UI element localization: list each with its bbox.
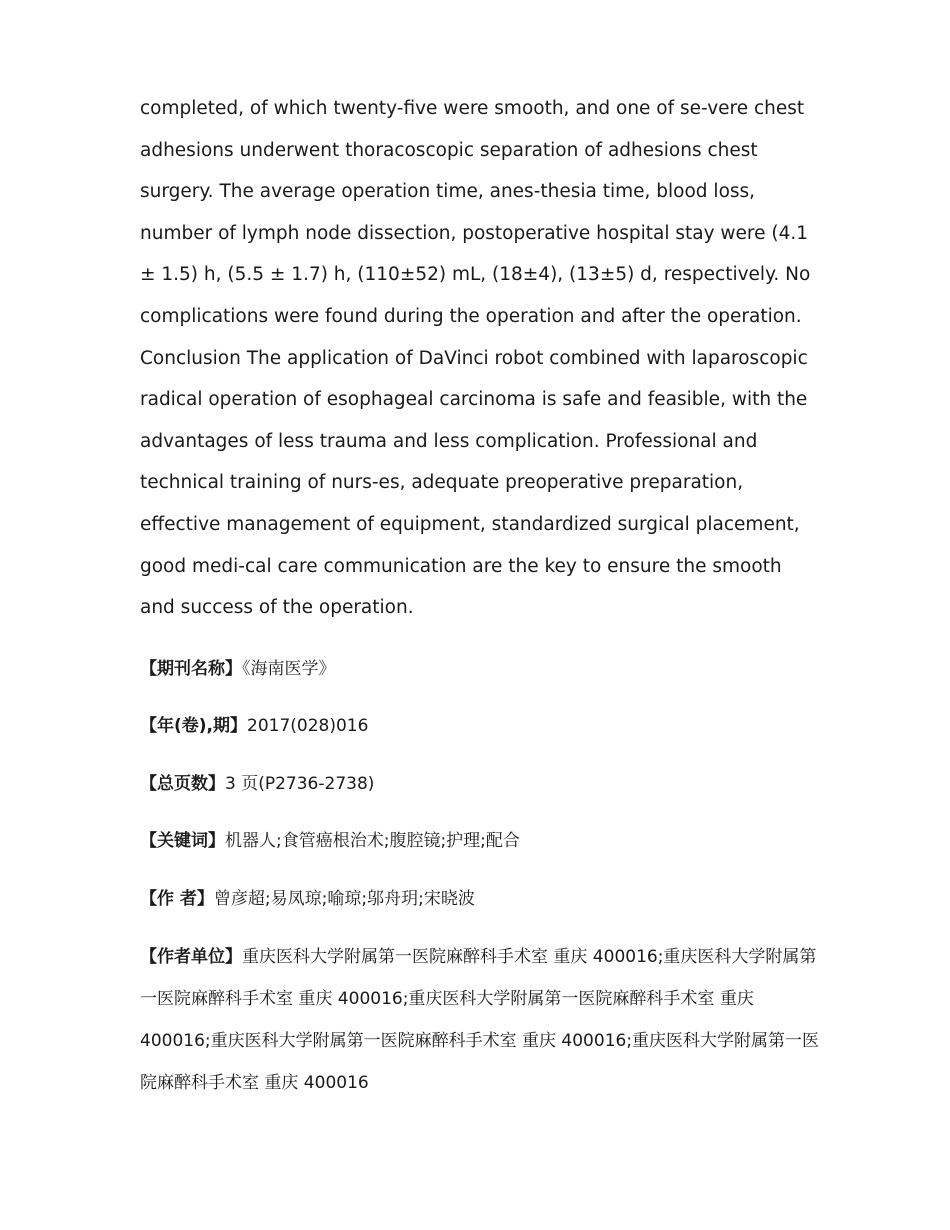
journal-label: 【期刊名称】	[140, 658, 242, 679]
metadata-block	[140, 649, 820, 1105]
pages-value: 3 页(P2736-2738)	[225, 773, 375, 794]
affiliation-value: 重庆医科大学附属第一医院麻醉科手术室 重庆 400016;重庆医科大学附属第一医院麻醉科手术室 重庆 400016;重庆医科大学附属第一医院麻醉科手术室 重庆 400016;重庆医科大学附属第一医院麻醉科手术室 重庆 400016;重庆医科大学附属第一医院麻醉科手术室 重庆 400016	[140, 947, 820, 1094]
authors-value: 曾彦超;易凤琼;喻琼;邬舟玥;宋晓波	[213, 888, 475, 909]
keywords-row	[140, 821, 820, 879]
affiliation-row	[140, 936, 820, 1104]
keywords-value: 机器人;食管癌根治术;腹腔镜;护理;配合	[225, 831, 520, 852]
journal-row	[140, 649, 820, 707]
journal-value: 《海南医学》	[242, 658, 336, 679]
pages-row	[140, 764, 820, 822]
affiliation-label: 【作者单位】	[140, 947, 242, 968]
pages-label: 【总页数】	[140, 773, 225, 794]
authors-row	[140, 879, 820, 937]
document-page	[140, 88, 820, 1104]
issue-label: 【年(卷),期】	[140, 716, 247, 737]
issue-row	[140, 706, 820, 764]
authors-label: 【作 者】	[140, 888, 214, 909]
keywords-label: 【关键词】	[140, 831, 225, 852]
issue-value: 2017(028)016	[247, 716, 369, 737]
spacer	[140, 629, 820, 649]
abstract-text: completed, of which twenty-five were smooth, and one of se-vere chest adhesions underwent thoracoscopic separation of adhesions chest surgery. The average operation time, anes-thesia time, blood loss, number of lymph node dissection, postoperative hospital stay were (4.1 ± 1.5) h, (5.5 ± 1.7) h, (110±52) mL, (18±4), (13±5) d, respectively. No complications were found during the operation and after the operation. Conclusion The application of DaVinci robot combined with laparoscopic radical operation of esophageal carcinoma is safe and feasible, with the advantages of less trauma and less complication. Professional and technical training of nurs-es, adequate preoperative preparation, effective management of equipment, standardized surgical placement, good medi-cal care communication are the key to ensure the smooth and success of the operation.	[140, 98, 811, 619]
